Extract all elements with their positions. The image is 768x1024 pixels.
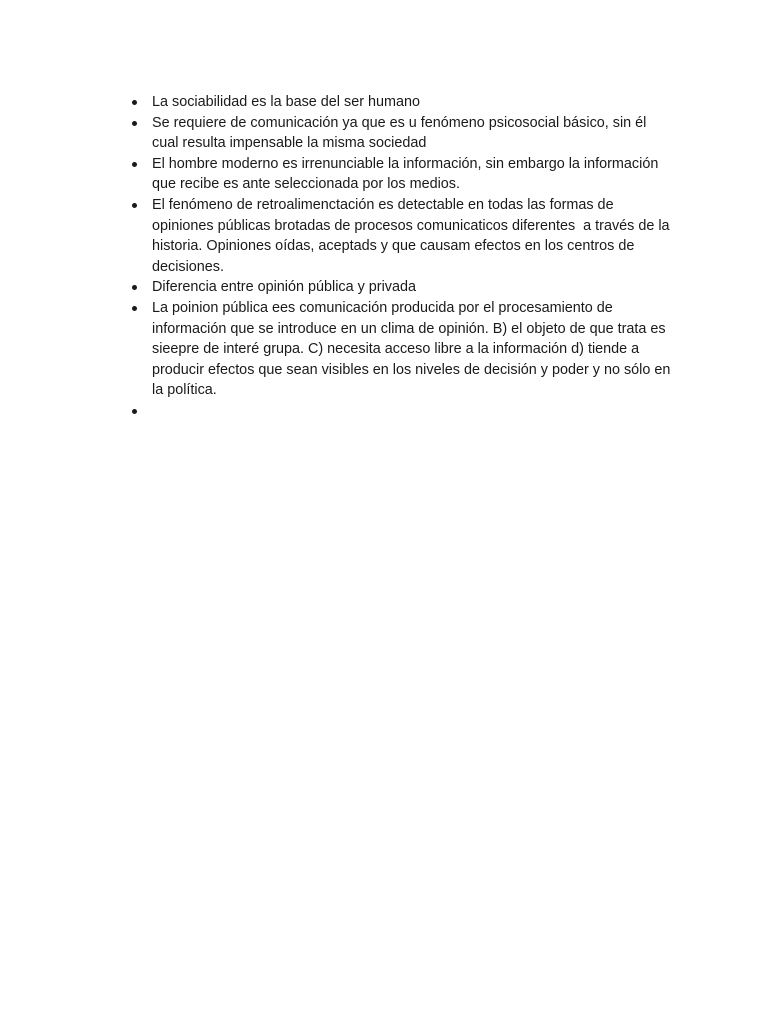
bullet-item: La sociabilidad es la base del ser humano <box>152 92 672 113</box>
bullet-item: La poinion pública ees comunicación producida por el procesamiento de información que se introduce en un clima de opinión. B) el objeto de que trata es sieepre de interé grupa. C) necesita acceso libre a la información d) tiende a producir efectos que sean visibles en los niveles de decisión y poder y no sólo en la política. <box>152 298 672 401</box>
empty-bullet-item <box>152 401 672 422</box>
bullet-item: El fenómeno de retroalimenctación es detectable en todas las formas de opiniones públicas brotadas de procesos comunicaticos diferentes a través de la historia. Opiniones oídas, aceptads y que causam efectos en los centros de decisiones. <box>152 195 672 277</box>
bullet-item: El hombre moderno es irrenunciable la información, sin embargo la información que recibe es ante seleccionada por los medios. <box>152 154 672 195</box>
bullet-item: Diferencia entre opinión pública y privada <box>152 277 672 298</box>
bullet-item: Se requiere de comunicación ya que es u fenómeno psicosocial básico, sin él cual resulta impensable la misma sociedad <box>152 113 672 154</box>
bullet-list <box>152 92 675 422</box>
